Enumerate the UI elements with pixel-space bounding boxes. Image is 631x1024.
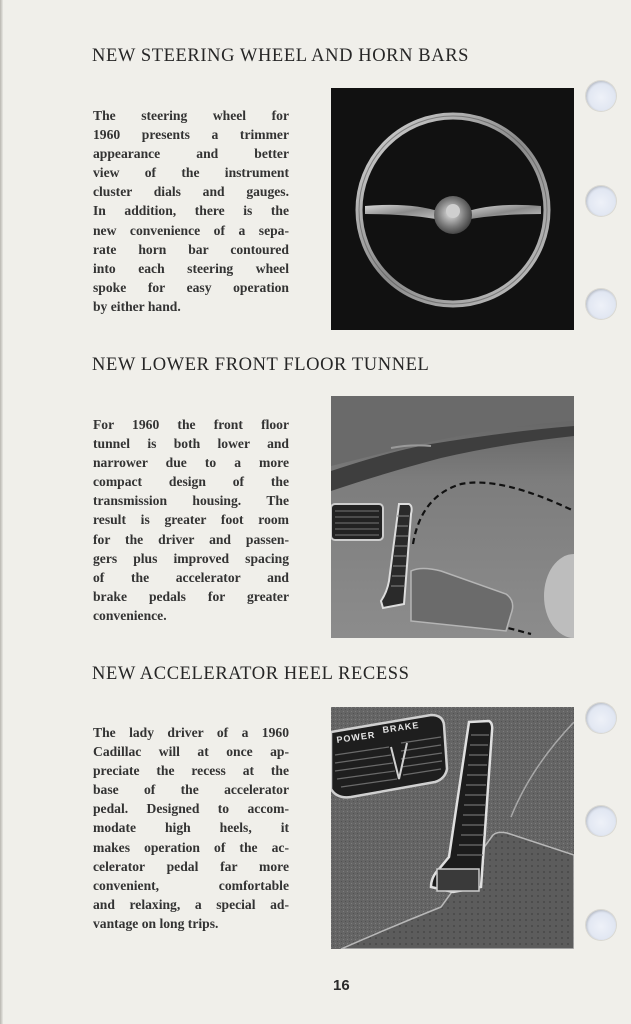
text-line: compact design of the [93,474,289,490]
svg-text:BRAKE: BRAKE [381,719,420,735]
steering-wheel-photo [331,88,574,330]
binder-punch-hole [586,806,616,836]
binder-punch-hole [586,289,616,319]
text-line: new convenience of a sepa- [93,222,289,238]
section-body-heel-recess [93,723,289,933]
text-line: The lady driver of a 1960 [93,725,289,740]
section-heading-heel-recess: NEW ACCELERATOR HEEL RECESS [92,664,410,684]
text-line: of the accelerator and [93,569,289,585]
text-line: transmission housing. The [93,493,289,509]
section-heading-steering-wheel: NEW STEERING WHEEL AND HORN BARS [92,46,470,66]
text-line: spoke for easy operation [93,279,289,295]
text-line: appearance and better [93,146,289,162]
page-binding-edge [0,0,3,1024]
text-line: convenient, comfortable [93,877,289,893]
text-line: narrower due to a more [93,455,289,471]
text-line: The steering wheel for [93,108,289,123]
text-line: modate high heels, it [93,820,289,836]
text-line: brake pedals for greater [93,588,289,604]
page-number: 16 [333,977,350,994]
text-line: preciate the recess at the [93,763,289,779]
text-line: result is greater foot room [93,512,289,528]
text-line: Cadillac will at once ap- [93,744,289,760]
text-line: vantage on long trips. [93,915,219,931]
svg-text:POWER: POWER [335,729,376,745]
text-line: cluster dials and gauges. [93,184,289,200]
binder-punch-hole [586,703,616,733]
binder-punch-hole [586,81,616,111]
text-line: 1960 presents a trimmer [93,127,289,143]
text-line: pedal. Designed to accom- [93,801,289,817]
text-line: base of the accelerator [93,782,289,798]
section-body-floor-tunnel [93,415,289,625]
text-line: into each steering wheel [93,260,289,276]
text-line: In addition, there is the [93,203,289,219]
text-line: makes operation of the ac- [93,839,289,855]
text-line: For 1960 the front floor [93,417,289,432]
text-line: celerator pedal far more [93,858,289,874]
text-line: for the driver and passen- [93,531,289,547]
text-line: by either hand. [93,298,181,314]
binder-punch-hole [586,186,616,216]
text-line: and relaxing, a special ad- [93,896,289,912]
floor-tunnel-photo [331,396,574,638]
binder-punch-hole [586,910,616,940]
text-line: gers plus improved spacing [93,550,289,566]
text-line: convenience. [93,607,167,623]
text-line: tunnel is both lower and [93,436,289,452]
section-heading-floor-tunnel: NEW LOWER FRONT FLOOR TUNNEL [92,355,430,375]
text-line: view of the instrument [93,165,289,181]
section-body-steering-wheel [93,106,289,316]
text-line: rate horn bar contoured [93,241,289,257]
heel-recess-photo [331,707,574,949]
